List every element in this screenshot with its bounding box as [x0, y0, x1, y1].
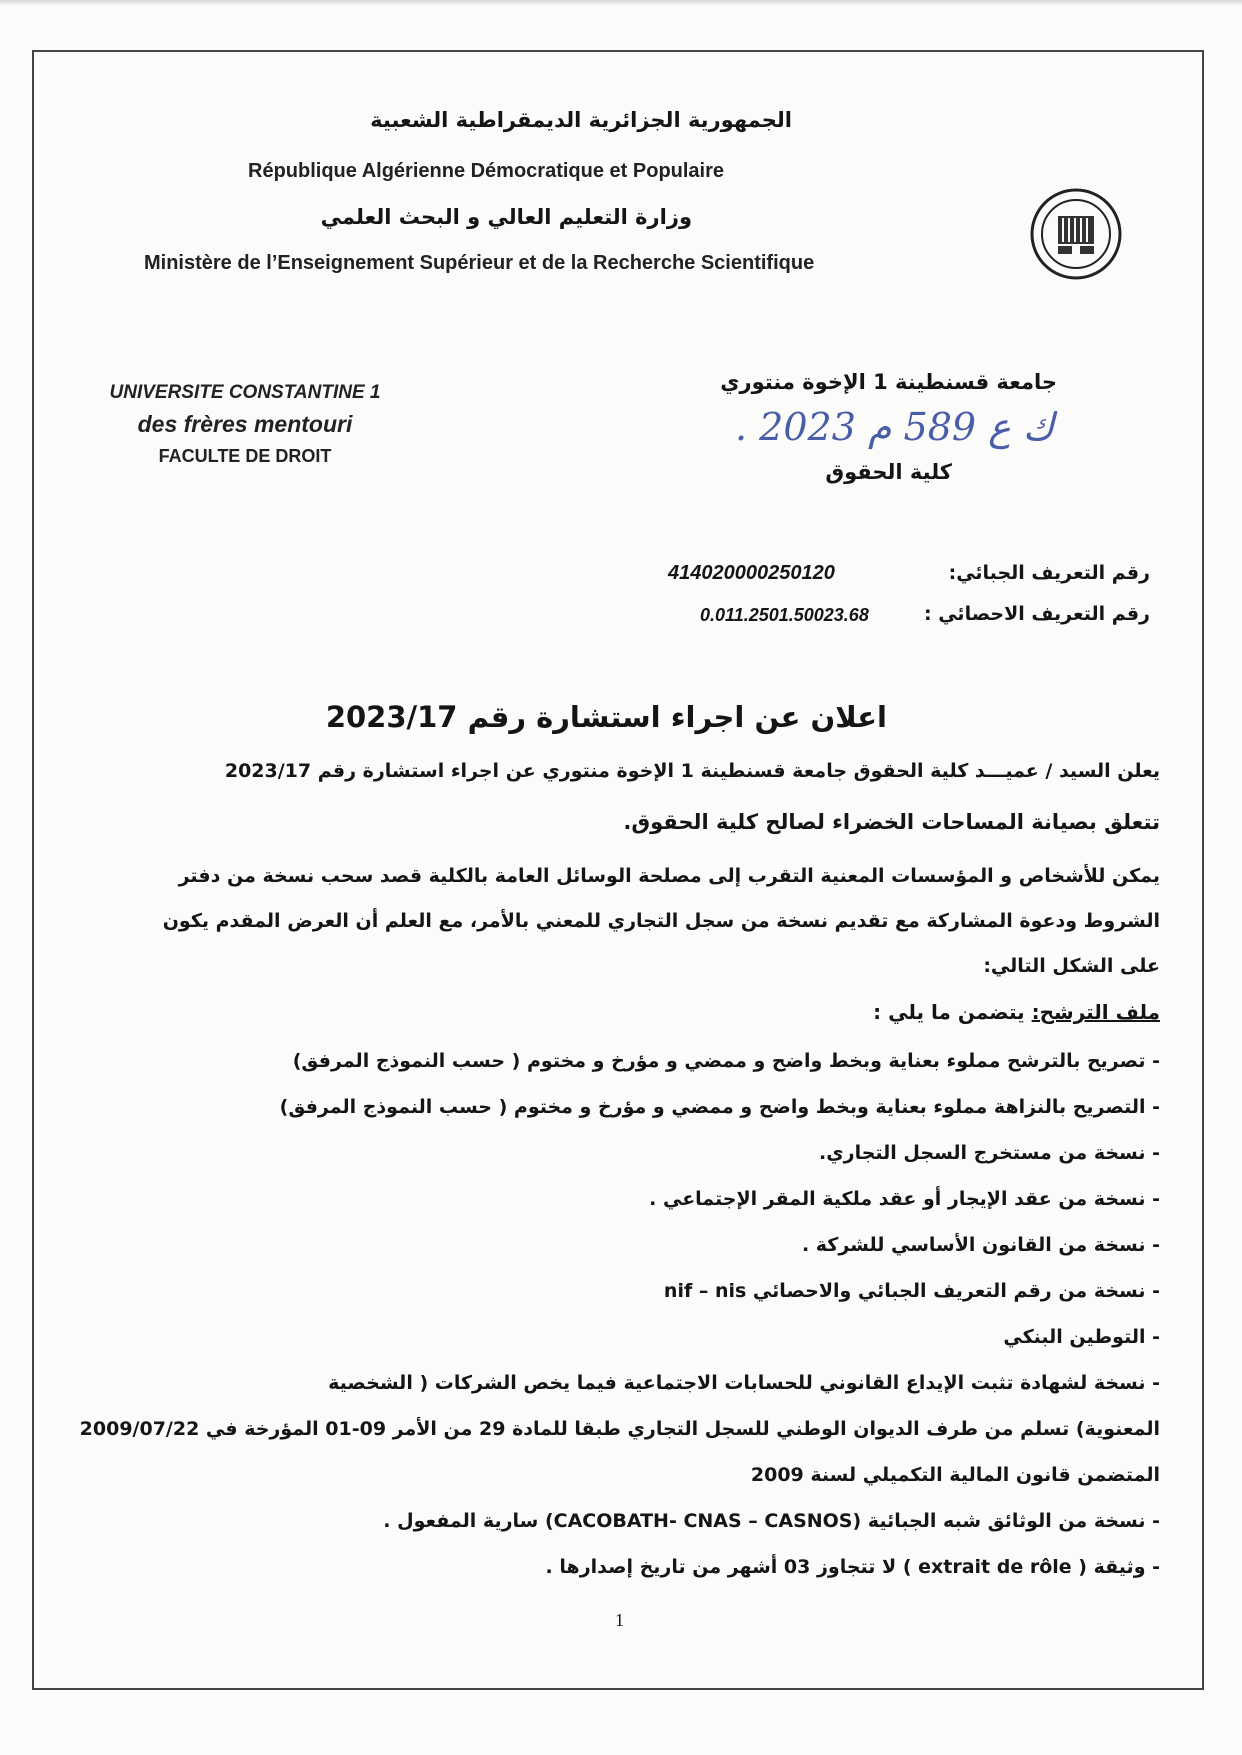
requirement-item: - التصريح بالنزاهة مملوء بعناية وبخط واضح و ممضي و مؤرخ و مختوم ( حسب النموذج المرفق)	[279, 1096, 1160, 1118]
ministry-ar: وزارة التعليم العالي و البحث العلمي	[320, 205, 692, 229]
requirement-item: المتضمن قانون المالية التكميلي لسنة 2009	[750, 1464, 1160, 1486]
announcement-para1-line2: تتعلق بصيانة المساحات الخضراء لصالح كلية الحقوق.	[623, 810, 1160, 834]
announcement-para2-line2: الشروط ودعوة المشاركة مع تقديم نسخة من سجل التجاري للمعني بالأمر، مع العلم أن العرض المقدم يكون	[162, 910, 1160, 932]
stat-id-label: رقم التعريف الاحصائي :	[924, 603, 1150, 625]
announcement-para1-line1: يعلن السيد / عميـــد كلية الحقوق جامعة قسنطينة 1 الإخوة منتوري عن اجراء استشارة رقم 2023/17	[224, 760, 1160, 782]
fiscal-id-label: رقم التعريف الجبائي:	[948, 562, 1150, 584]
requirement-item: - نسخة لشهادة تثبت الإيداع القانوني للحسابات الاجتماعية فيما يخص الشركات ( الشخصية	[328, 1372, 1160, 1394]
requirement-item: - تصريح بالترشح مملوء بعناية وبخط واضح و ممضي و مؤرخ و مختوم ( حسب النموذج المرفق)	[292, 1050, 1160, 1072]
university-name-ar: جامعة قسنطينة 1 الإخوة منتوري	[720, 370, 1057, 394]
university-seal-icon	[1030, 188, 1122, 280]
university-subtitle-fr: des frères mentouri	[137, 411, 353, 437]
faculty-ar: كلية الحقوق	[825, 460, 952, 484]
requirement-item: - التوطين البنكي	[1003, 1326, 1160, 1348]
ministry-fr: Ministère de l’Enseignement Supérieur et de la Recherche Scientifique	[144, 252, 815, 274]
faculty-fr: FACULTE DE DROIT	[158, 446, 332, 466]
stat-id-value: 0.011.2501.50023.68	[700, 605, 869, 625]
republic-fr: République Algérienne Démocratique et Populaire	[248, 160, 725, 182]
requirement-item: - نسخة من رقم التعريف الجبائي والاحصائي nif – nis	[663, 1280, 1160, 1302]
requirement-item: - نسخة من عقد الإيجار أو عقد ملكية المقر الإجتماعي .	[649, 1188, 1160, 1210]
announcement-para2-line3: على الشكل التالي:	[983, 955, 1160, 977]
file-section	[873, 1000, 1160, 1024]
requirement-item: - نسخة من مستخرج السجل التجاري.	[819, 1142, 1160, 1164]
handwritten-reference: . 2023 ك ع 589 م	[735, 405, 1055, 449]
announcement-title: اعلان عن اجراء استشارة رقم 2023/17	[325, 700, 887, 734]
announcement-para2-line1: يمكن للأشخاص و المؤسسات المعنية التقرب إلى مصلحة الوسائل العامة بالكلية قصد سحب نسخة من دفتر	[178, 865, 1160, 887]
requirement-item: - وثيقة ( extrait de rôle ) لا تتجاوز 03 أشهر من تاريخ إصدارها .	[545, 1556, 1160, 1578]
requirement-item: - نسخة من الوثائق شبه الجبائية (CACOBATH- CNAS – CASNOS) سارية المفعول .	[383, 1510, 1160, 1532]
republic-ar: الجمهورية الجزائرية الديمقراطية الشعبية	[370, 108, 792, 132]
fiscal-id-value: 414020000250120	[668, 562, 835, 584]
scan-edge	[0, 0, 1242, 6]
requirement-item: المعنوية) تسلم من طرف الديوان الوطني للسجل التجاري طبقا للمادة 29 من الأمر 09-01 المؤرخة في 2009/07/22	[79, 1418, 1160, 1440]
university-name-fr: UNIVERSITE CONSTANTINE 1	[109, 382, 381, 403]
requirement-item: - نسخة من القانون الأساسي للشركة .	[801, 1234, 1160, 1256]
page-number: 1	[615, 1610, 624, 1630]
file-label: ملف الترشح:	[1031, 1000, 1160, 1024]
file-intro: يتضمن ما يلي :	[873, 1000, 1025, 1024]
